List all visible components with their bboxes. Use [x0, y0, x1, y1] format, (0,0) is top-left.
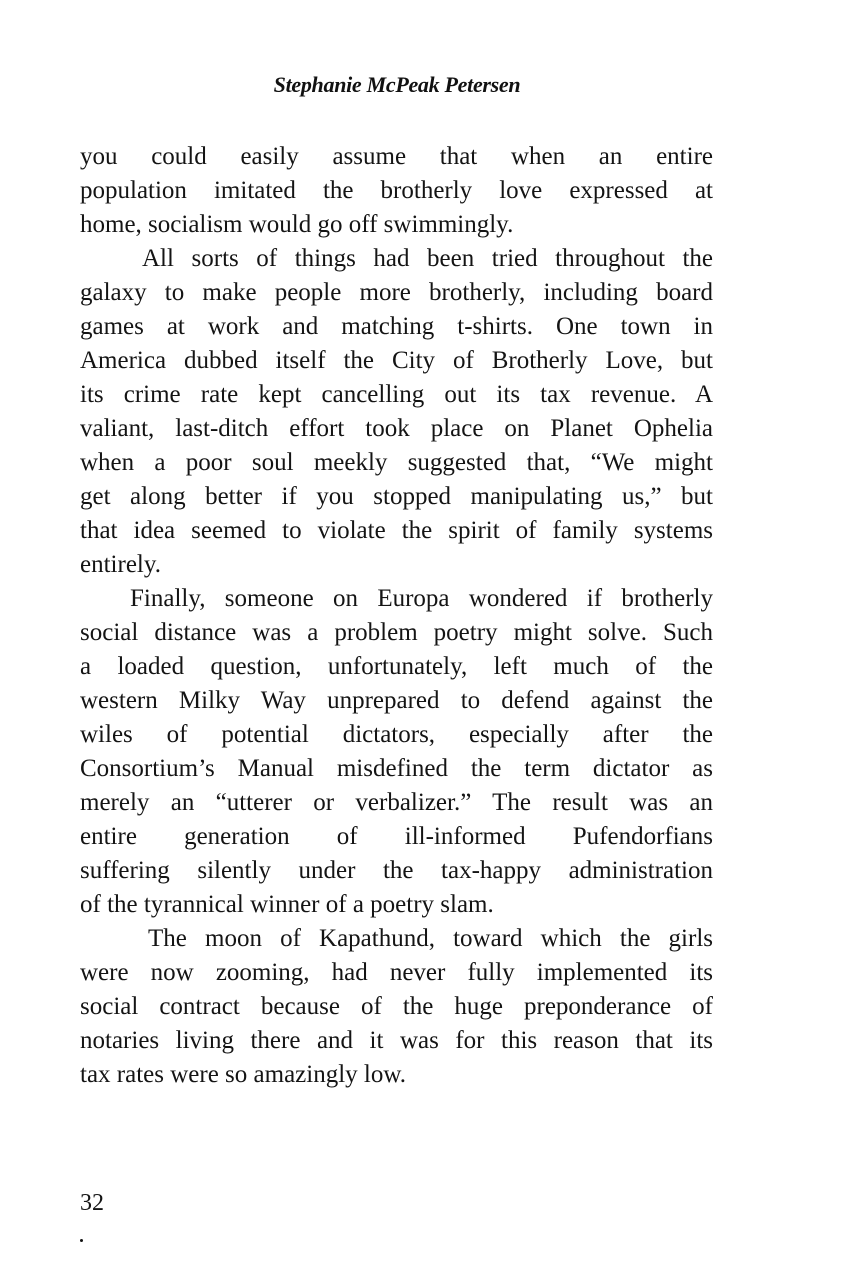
text-line: of the tyrannical winner of a poetry slam. [80, 891, 494, 918]
text-line: Finally, someone on Europa wondered if brotherly [130, 585, 713, 612]
text-line: The moon of Kapathund, toward which the girls [148, 925, 713, 952]
paragraph [80, 582, 713, 922]
paragraph [80, 242, 713, 582]
text-line: its crime rate kept cancelling out its tax revenue. A [80, 381, 713, 408]
text-line: galaxy to make people more brotherly, including board [80, 279, 713, 306]
text-line: tax rates were so amazingly low. [80, 1061, 407, 1088]
body-text [80, 140, 713, 1092]
text-line: western Milky Way unprepared to defend against the [80, 687, 713, 714]
text-line: social distance was a problem poetry might solve. Such [80, 619, 713, 646]
text-line: get along better if you stopped manipulating us,” but [80, 483, 713, 510]
text-line: America dubbed itself the City of Brotherly Love, but [80, 347, 713, 374]
text-line: Consortium’s Manual misdefined the term dictator as [80, 755, 713, 782]
text-line: games at work and matching t-shirts. One town in [80, 313, 713, 340]
text-line: social contract because of the huge preponderance of [80, 993, 713, 1020]
text-line: a loaded question, unfortunately, left much of the [80, 653, 713, 680]
text-line: entirely. [80, 551, 161, 578]
text-line: wiles of potential dictators, especially after the [80, 721, 713, 748]
page-dot-mark [80, 1239, 83, 1242]
paragraph [80, 140, 713, 242]
text-line: merely an “utterer or verbalizer.” The result was an [80, 789, 713, 816]
paragraph [80, 922, 713, 1092]
text-line: entire generation of ill-informed Pufendorfians [80, 823, 713, 850]
running-header-author: Stephanie McPeak Petersen [273, 72, 521, 97]
text-line: were now zooming, had never fully implemented its [80, 959, 713, 986]
text-line: home, socialism would go off swimmingly. [80, 211, 514, 238]
text-line: you could easily assume that when an entire [80, 143, 713, 170]
text-line: valiant, last-ditch effort took place on Planet Ophelia [80, 415, 713, 442]
text-line: suffering silently under the tax-happy administration [80, 857, 713, 884]
page-number: 32 [80, 1190, 104, 1216]
text-line: that idea seemed to violate the spirit of family systems [80, 517, 713, 544]
text-line: population imitated the brotherly love expressed at [80, 177, 713, 204]
text-line: notaries living there and it was for this reason that its [80, 1027, 713, 1054]
text-line: when a poor soul meekly suggested that, “We might [80, 449, 713, 476]
text-line: All sorts of things had been tried throughout the [142, 245, 713, 272]
